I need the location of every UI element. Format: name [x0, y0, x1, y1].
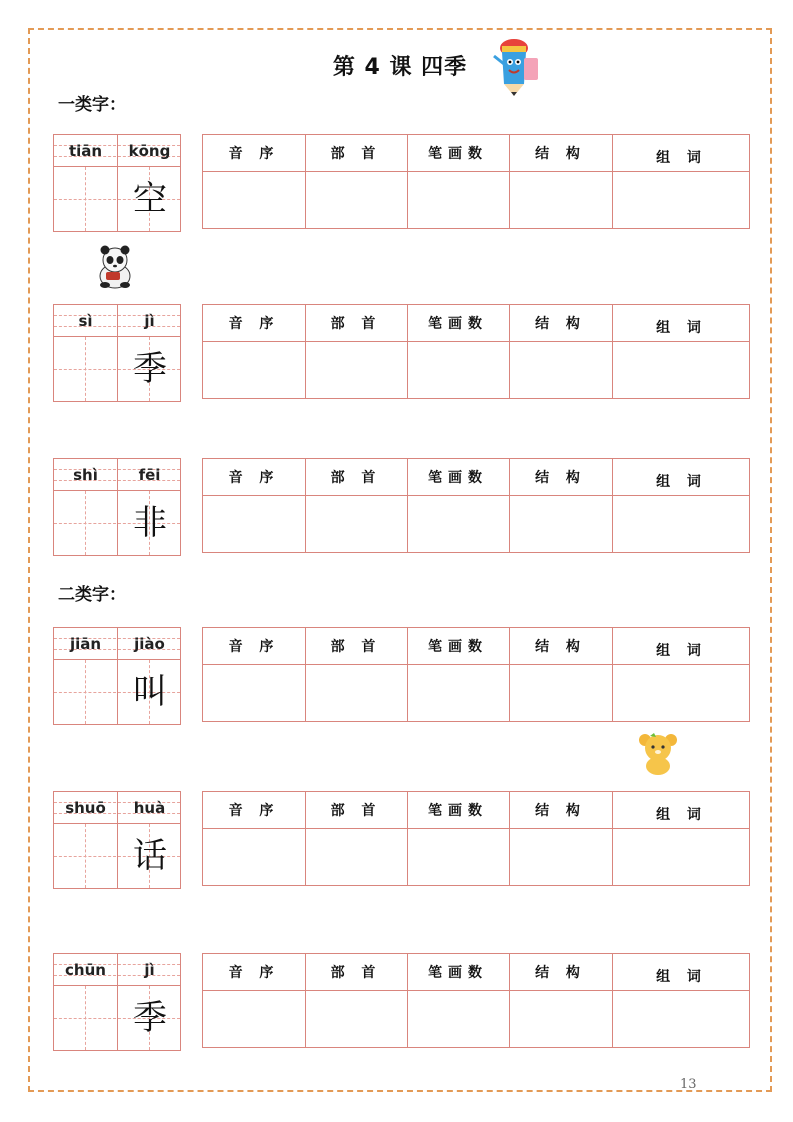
answer-cell-jiegou[interactable]	[511, 666, 610, 720]
pinyin-1: tiān	[68, 142, 103, 160]
answer-cell-jiegou[interactable]	[511, 173, 610, 227]
header-jiegou: 结 构	[535, 965, 586, 981]
char-box	[53, 134, 181, 232]
header-bihuashu: 笔画数	[428, 316, 488, 332]
answer-cell-bihuashu[interactable]	[409, 992, 507, 1046]
bear-icon	[636, 732, 680, 776]
header-line	[203, 828, 749, 829]
header-jiegou: 结 构	[535, 470, 586, 486]
header-yinxu: 音 序	[228, 470, 280, 486]
page-number: 13	[680, 1077, 697, 1092]
char-info-table	[202, 953, 750, 1048]
answer-cell-yinxu[interactable]	[205, 173, 303, 227]
header-jiegou: 结 构	[535, 316, 586, 332]
header-bihuashu: 笔画数	[428, 470, 488, 486]
header-bihuashu: 笔画数	[428, 965, 488, 981]
header-bushou: 部 首	[330, 146, 382, 162]
answer-cell-jiegou[interactable]	[511, 992, 610, 1046]
section-label-class1: 一类字：	[58, 95, 126, 115]
answer-cell-bushou[interactable]	[307, 992, 405, 1046]
hanzi-character: 季	[133, 349, 167, 389]
pinyin-2: kōng	[128, 142, 171, 160]
answer-cell-yinxu[interactable]	[205, 830, 303, 884]
header-bihuashu: 笔画数	[428, 803, 488, 819]
header-line	[203, 171, 749, 172]
header-zuci: 组 词	[656, 320, 707, 336]
pinyin-1: sì	[78, 312, 93, 330]
header-bushou: 部 首	[330, 639, 382, 655]
header-yinxu: 音 序	[228, 316, 280, 332]
answer-cell-bihuashu[interactable]	[409, 666, 507, 720]
header-yinxu: 音 序	[228, 803, 280, 819]
hanzi-character: 叫	[133, 672, 167, 712]
answer-cell-bushou[interactable]	[307, 830, 405, 884]
header-jiegou: 结 构	[535, 146, 586, 162]
pinyin-2: huà	[133, 799, 166, 817]
answer-cell-jiegou[interactable]	[511, 830, 610, 884]
header-line	[203, 664, 749, 665]
panda-icon	[92, 244, 138, 290]
hanzi-character: 话	[133, 836, 167, 876]
pencil-mascot-icon	[484, 36, 544, 98]
answer-cell-bushou[interactable]	[307, 343, 405, 397]
header-jiegou: 结 构	[535, 803, 586, 819]
header-yinxu: 音 序	[228, 146, 280, 162]
answer-cell-yinxu[interactable]	[205, 666, 303, 720]
hanzi-character: 季	[133, 998, 167, 1038]
answer-cell-zuci[interactable]	[614, 173, 749, 227]
answer-cell-bihuashu[interactable]	[409, 497, 507, 551]
answer-cell-bihuashu[interactable]	[409, 173, 507, 227]
char-box	[53, 791, 181, 889]
char-box	[53, 458, 181, 556]
pinyin-2: fēi	[138, 466, 161, 484]
answer-cell-bihuashu[interactable]	[409, 343, 507, 397]
answer-cell-bushou[interactable]	[307, 666, 405, 720]
header-bihuashu: 笔画数	[428, 639, 488, 655]
char-info-table	[202, 791, 750, 886]
header-line	[203, 990, 749, 991]
answer-cell-zuci[interactable]	[614, 666, 749, 720]
hanzi-character: 非	[133, 503, 167, 543]
pinyin-1: jiān	[69, 635, 102, 653]
header-yinxu: 音 序	[228, 965, 280, 981]
char-info-table	[202, 304, 750, 399]
answer-cell-jiegou[interactable]	[511, 497, 610, 551]
pinyin-2: jiào	[134, 635, 165, 653]
header-bushou: 部 首	[330, 470, 382, 486]
header-zuci: 组 词	[656, 969, 707, 985]
answer-cell-zuci[interactable]	[614, 497, 749, 551]
pinyin-1: chūn	[65, 961, 106, 979]
header-zuci: 组 词	[656, 807, 707, 823]
char-info-table	[202, 458, 750, 553]
answer-cell-bushou[interactable]	[307, 497, 405, 551]
header-yinxu: 音 序	[228, 639, 280, 655]
header-zuci: 组 词	[656, 474, 707, 490]
answer-cell-jiegou[interactable]	[511, 343, 610, 397]
header-zuci: 组 词	[656, 643, 707, 659]
header-bushou: 部 首	[330, 803, 382, 819]
char-box	[53, 953, 181, 1051]
hanzi-character: 空	[133, 179, 167, 219]
answer-cell-yinxu[interactable]	[205, 992, 303, 1046]
char-info-table	[202, 627, 750, 722]
answer-cell-yinxu[interactable]	[205, 343, 303, 397]
header-line	[203, 495, 749, 496]
pinyin-1: shuō	[65, 799, 106, 817]
answer-cell-zuci[interactable]	[614, 830, 749, 884]
header-line	[203, 341, 749, 342]
answer-cell-yinxu[interactable]	[205, 497, 303, 551]
header-bushou: 部 首	[330, 316, 382, 332]
pinyin-1: shì	[73, 466, 98, 484]
pinyin-2: jì	[144, 961, 155, 979]
header-bihuashu: 笔画数	[428, 146, 488, 162]
char-box	[53, 627, 181, 725]
char-box	[53, 304, 181, 402]
answer-cell-zuci[interactable]	[614, 992, 749, 1046]
section-label-class2: 二类字：	[58, 585, 126, 605]
page-title: 第 4 课 四季	[332, 55, 468, 80]
char-info-table	[202, 134, 750, 229]
answer-cell-bihuashu[interactable]	[409, 830, 507, 884]
answer-cell-bushou[interactable]	[307, 173, 405, 227]
header-zuci: 组 词	[656, 150, 707, 166]
header-bushou: 部 首	[330, 965, 382, 981]
header-jiegou: 结 构	[535, 639, 586, 655]
pinyin-2: jì	[144, 312, 155, 330]
answer-cell-zuci[interactable]	[614, 343, 749, 397]
